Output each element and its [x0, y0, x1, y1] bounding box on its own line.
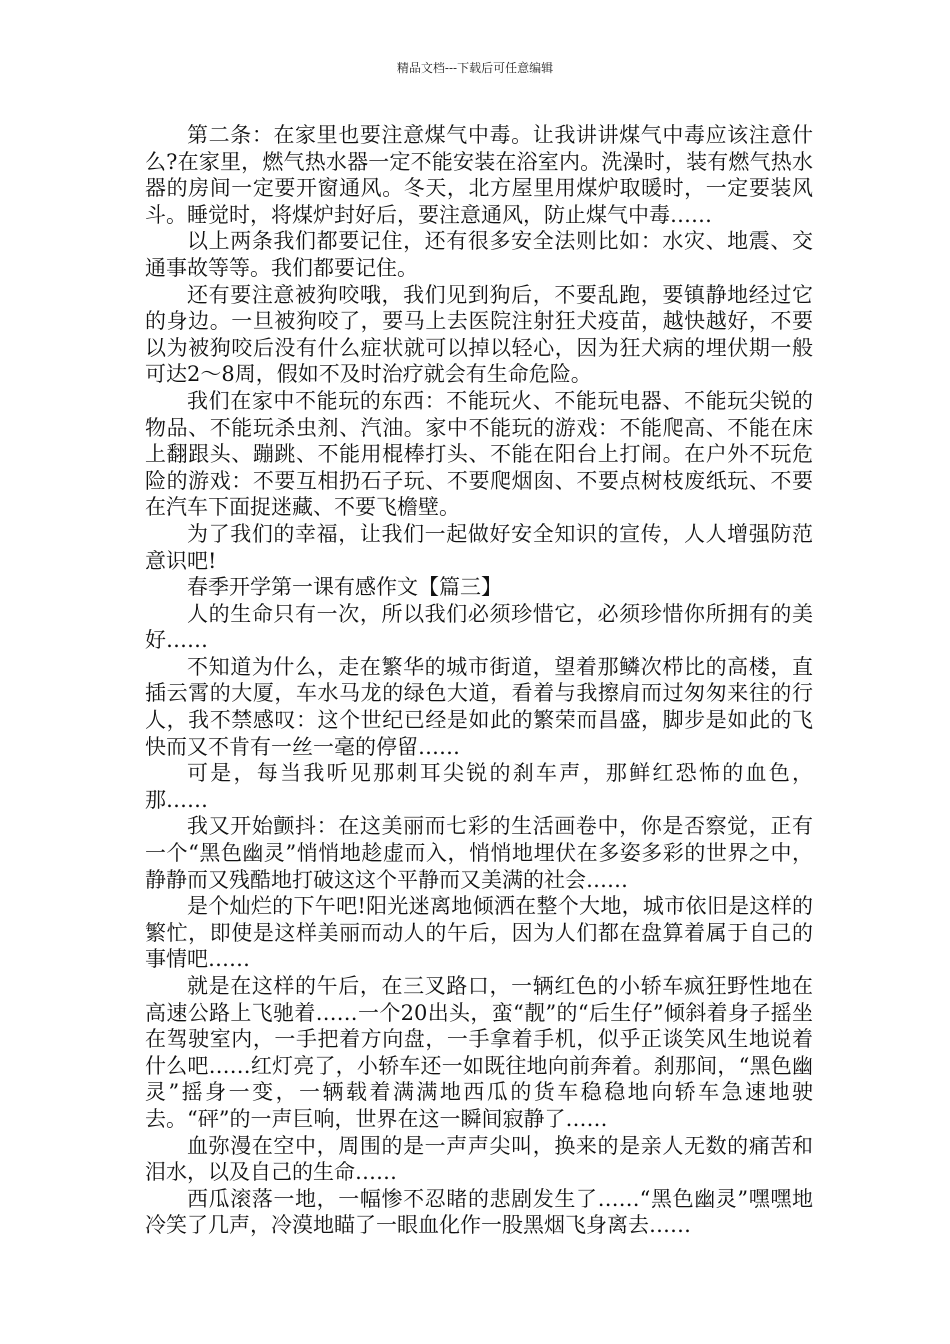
paragraph-8: 不知道为什么，走在繁华的城市街道，望着那鳞次栉比的高楼，直插云霄的大厦，车水马龙的绿色大道，看着与我擦肩而过匆匆来往的行人，我不禁感叹：这个世纪已经是如此的繁荣而昌盛，脚步是如此的飞快而又不肯有一丝一毫的停留……: [145, 654, 813, 759]
paragraph-11: 是个灿烂的下午吧!阳光迷离地倾洒在整个大地，城市依旧是这样的繁忙，即使是这样美丽而动人的午后，因为人们都在盘算着属于自己的事情吧……: [145, 894, 813, 972]
paragraph-3: 还有要注意被狗咬哦，我们见到狗后，不要乱跑，要镇静地经过它的身边。一旦被狗咬了，要马上去医院注射狂犬疫苗，越快越好，不要以为被狗咬后没有什么症状就可以掉以轻心，因为狂犬病的埋伏期一般可达2～8周，假如不及时治疗就会有生命危险。: [145, 282, 813, 387]
paragraph-1: 第二条：在家里也要注意煤气中毒。让我讲讲煤气中毒应该注意什么?在家里，燃气热水器一定不能安装在浴室内。洗澡时，装有燃气热水器的房间一定要开窗通风。冬天，北方屋里用煤炉取暖时，一定要装风斗。睡觉时，将煤炉封好后，要注意通风，防止煤气中毒……: [145, 123, 813, 227]
page-header: 精品文档---下载后可任意编辑: [396, 61, 554, 75]
paragraph-13: 血弥漫在空中，周围的是一声声尖叫，换来的是亲人无数的痛苦和泪水，以及自己的生命……: [145, 1133, 813, 1185]
paragraph-10: 我又开始颤抖：在这美丽而七彩的生活画卷中，你是否察觉，正有一个“黑色幽灵”悄悄地趁虚而入，悄悄地埋伏在多姿多彩的世界之中，静静而又残酷地打破这这个平静而又美满的社会……: [145, 814, 813, 892]
paragraph-2: 以上两条我们都要记住，还有很多安全法则比如：水灾、地震、交通事故等等。我们都要记住。: [145, 229, 813, 280]
paragraph-9: 可是，每当我听见那刺耳尖锐的刹车声，那鲜红恐怖的血色，那……: [145, 761, 813, 812]
section-heading: 春季开学第一课有感作文【篇三】: [187, 575, 502, 600]
paragraph-7: 人的生命只有一次，所以我们必须珍惜它，必须珍惜你所拥有的美好……: [145, 601, 813, 653]
document-body: [145, 122, 813, 1239]
paragraph-14: 西瓜滚落一地，一幅惨不忍睹的悲剧发生了……“黑色幽灵”嘿嘿地冷笑了几声，冷漠地瞄了一眼血化作一股黑烟飞身离去……: [145, 1186, 813, 1238]
paragraph-5: 为了我们的幸福，让我们一起做好安全知识的宣传，人人增强防范意识吧!: [145, 521, 813, 573]
paragraph-12: 就是在这样的午后，在三叉路口，一辆红色的小轿车疯狂野性地在高速公路上飞驰着……一个20出头，蛮“靓”的“后生仔”倾斜着身子摇坐在驾驶室内，一手把着方向盘，一手拿着手机，似乎正谈笑风生地说着什么吧……红灯亮了，小轿车还一如既往地向前奔着。刹那间，“黑色幽灵”摇身一变，一辆载着满满地西瓜的货车稳稳地向轿车急速地驶去。“砰”的一声巨响，世界在这一瞬间寂静了……: [145, 974, 813, 1131]
paragraph-4: 我们在家中不能玩的东西：不能玩火、不能玩电器、不能玩尖锐的物品、不能玩杀虫剂、汽油。家中不能玩的游戏：不能爬高、不能在床上翻跟头、蹦跳、不能用棍棒打头、不能在阳台上打闹。在户外不玩危险的游戏：不要互相扔石子玩、不要爬烟囱、不要点树枝废纸玩、不要在汽车下面捉迷藏、不要飞檐壁。: [145, 388, 813, 520]
